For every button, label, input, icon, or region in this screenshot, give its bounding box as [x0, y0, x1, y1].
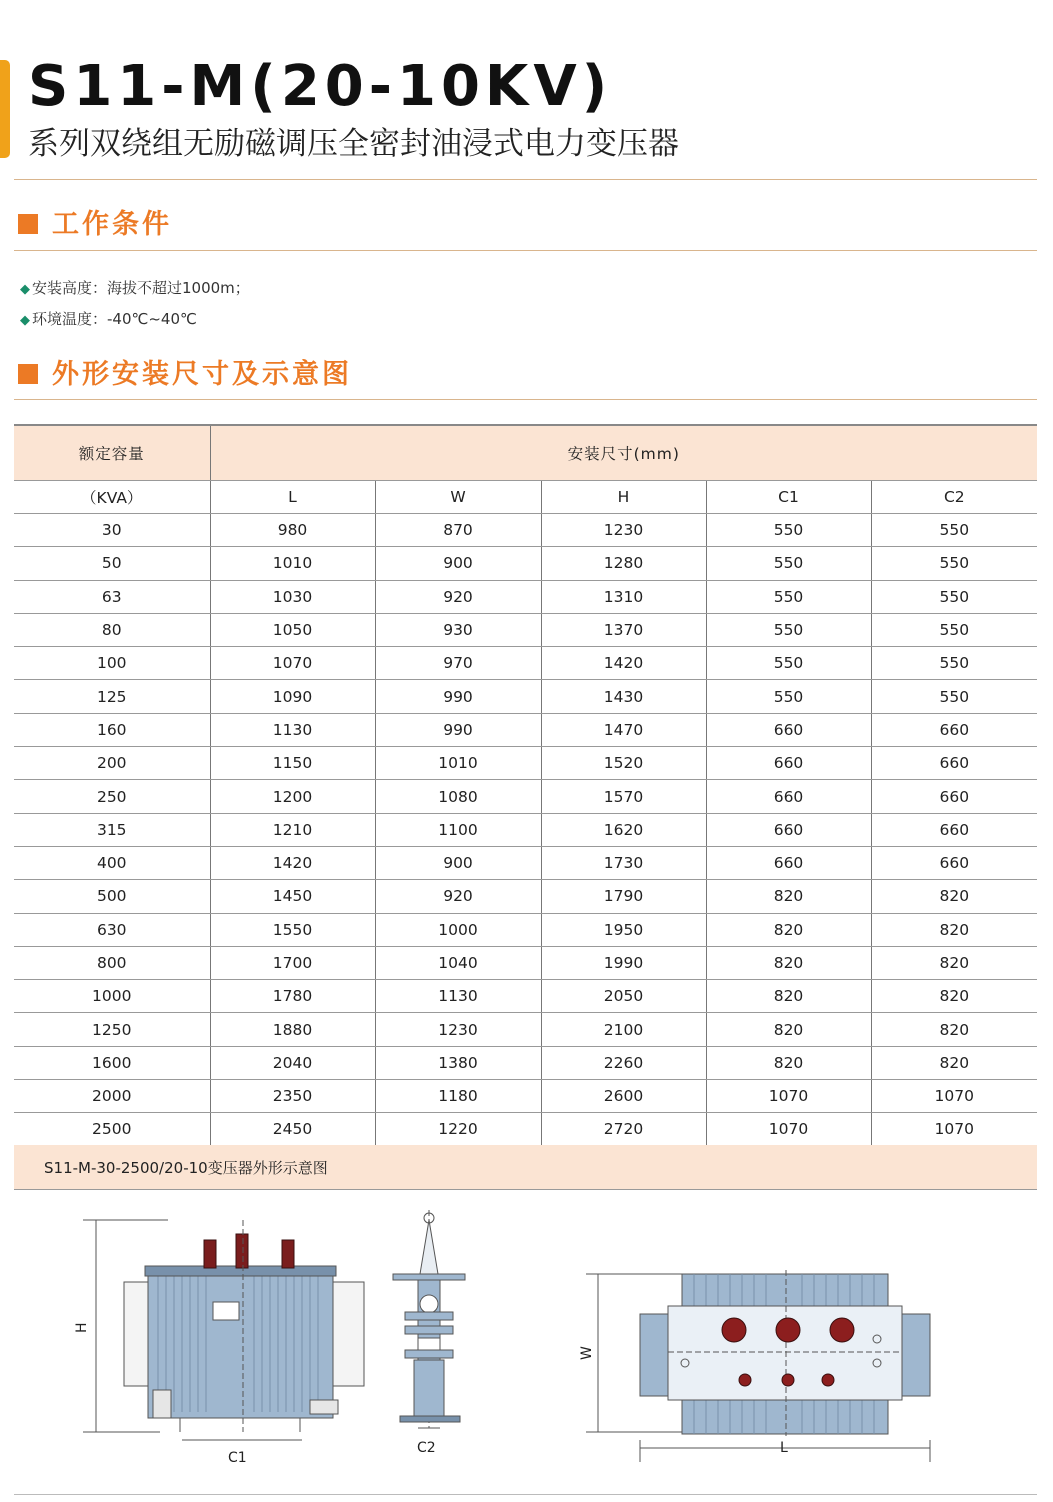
dimension-cell: 1180	[375, 1080, 541, 1113]
top-view-diagram	[579, 1270, 930, 1462]
size-header: 安装尺寸(mm)	[210, 425, 1037, 481]
condition-item	[20, 309, 197, 331]
condition-text: 安装高度：海拔不超过1000m；	[32, 279, 250, 297]
diagram-caption-bar	[14, 1145, 1037, 1190]
dimensions-table	[14, 424, 1037, 1147]
capacity-cell: 315	[14, 813, 210, 846]
unit-label: （KVA）	[14, 481, 210, 514]
dimension-cell: 970	[375, 647, 541, 680]
dimension-cell: 820	[871, 946, 1037, 979]
column-header: H	[541, 481, 706, 514]
dimension-cell: 660	[706, 713, 871, 746]
capacity-cell: 80	[14, 613, 210, 646]
dimension-cell: 1010	[210, 547, 375, 580]
table-row	[14, 813, 1037, 846]
dimension-cell: 820	[706, 980, 871, 1013]
dimension-cell: 1070	[871, 1113, 1037, 1146]
condition-text: 环境温度：-40℃~40℃	[32, 310, 197, 328]
dimension-cell: 1420	[210, 846, 375, 879]
capacity-cell: 160	[14, 713, 210, 746]
dimension-cell: 820	[706, 913, 871, 946]
capacity-cell: 30	[14, 514, 210, 547]
dimension-cell: 1730	[541, 846, 706, 879]
dimension-cell: 660	[871, 780, 1037, 813]
table-row	[14, 1046, 1037, 1079]
product-subtitle: 系列双绕组无励磁调压全密封油浸式电力变压器	[28, 126, 679, 162]
dimension-cell: 550	[706, 613, 871, 646]
dimension-cell: 1380	[375, 1046, 541, 1079]
section-title: 外形安装尺寸及示意图	[52, 359, 352, 390]
dimension-cell: 550	[871, 647, 1037, 680]
dimension-cell: 660	[706, 813, 871, 846]
table-row	[14, 514, 1037, 547]
dimension-cell: 660	[871, 747, 1037, 780]
c2-label: C2	[417, 1440, 436, 1456]
diamond-bullet-icon: ◆	[20, 313, 30, 328]
capacity-cell: 630	[14, 913, 210, 946]
section-divider	[14, 250, 1037, 251]
dimension-cell: 1090	[210, 680, 375, 713]
table-row	[14, 647, 1037, 680]
dimension-cell: 550	[706, 647, 871, 680]
dimension-cell: 1230	[375, 1013, 541, 1046]
dimension-cell: 1030	[210, 580, 375, 613]
column-header: C1	[706, 481, 871, 514]
dimension-cell: 1550	[210, 913, 375, 946]
condition-item	[20, 278, 250, 300]
table-row	[14, 1080, 1037, 1113]
dimension-cell: 820	[871, 880, 1037, 913]
table-row	[14, 980, 1037, 1013]
dimension-cell: 660	[706, 747, 871, 780]
dimension-cell: 1620	[541, 813, 706, 846]
dimension-cell: 660	[871, 846, 1037, 879]
dimension-cell: 550	[871, 580, 1037, 613]
dimension-cell: 1070	[210, 647, 375, 680]
dimension-cell: 820	[871, 1013, 1037, 1046]
dimension-cell: 1990	[541, 946, 706, 979]
dimension-cell: 1230	[541, 514, 706, 547]
dimension-cell: 1470	[541, 713, 706, 746]
dimension-cell: 980	[210, 514, 375, 547]
dimension-cell: 1570	[541, 780, 706, 813]
capacity-cell: 100	[14, 647, 210, 680]
dimension-cell: 1700	[210, 946, 375, 979]
dimension-cell: 820	[706, 1046, 871, 1079]
square-bullet-icon	[18, 214, 38, 234]
section-title: 工作条件	[52, 209, 172, 240]
dimension-cell: 1080	[375, 780, 541, 813]
dimension-cell: 2100	[541, 1013, 706, 1046]
dimension-cell: 2260	[541, 1046, 706, 1079]
capacity-cell: 1600	[14, 1046, 210, 1079]
dimension-cell: 990	[375, 680, 541, 713]
model-title: S11-M(20-10KV)	[28, 54, 613, 119]
dimension-cell: 550	[871, 680, 1037, 713]
dimension-cell: 1100	[375, 813, 541, 846]
dimension-cell: 900	[375, 547, 541, 580]
dimension-cell: 1210	[210, 813, 375, 846]
dimension-cell: 2040	[210, 1046, 375, 1079]
square-bullet-icon	[18, 364, 38, 384]
dimension-cell: 550	[706, 514, 871, 547]
dimension-cell: 820	[871, 1046, 1037, 1079]
diamond-bullet-icon: ◆	[20, 282, 30, 297]
capacity-cell: 2000	[14, 1080, 210, 1113]
capacity-cell: 50	[14, 547, 210, 580]
dimension-cell: 1520	[541, 747, 706, 780]
table-row	[14, 880, 1037, 913]
dimension-cell: 660	[706, 780, 871, 813]
table-row	[14, 747, 1037, 780]
capacity-cell: 1000	[14, 980, 210, 1013]
capacity-cell: 250	[14, 780, 210, 813]
table-row	[14, 1013, 1037, 1046]
capacity-cell: 200	[14, 747, 210, 780]
dimension-cell: 2350	[210, 1080, 375, 1113]
dimension-cell: 820	[706, 1013, 871, 1046]
table-row	[14, 613, 1037, 646]
dimension-cell: 930	[375, 613, 541, 646]
table-row	[14, 547, 1037, 580]
dimension-cell: 900	[375, 846, 541, 879]
dimension-cell: 2450	[210, 1113, 375, 1146]
capacity-cell: 2500	[14, 1113, 210, 1146]
front-view-diagram	[74, 1220, 364, 1466]
dimension-cell: 660	[706, 846, 871, 879]
column-header: W	[375, 481, 541, 514]
dimension-cell: 1310	[541, 580, 706, 613]
dimension-cell: 820	[871, 913, 1037, 946]
dimension-cell: 1040	[375, 946, 541, 979]
capacity-header: 额定容量	[14, 425, 210, 481]
dimension-cell: 660	[871, 813, 1037, 846]
capacity-cell: 500	[14, 880, 210, 913]
section-dimensions	[18, 358, 352, 392]
dimension-cell: 1950	[541, 913, 706, 946]
dimension-cell: 1790	[541, 880, 706, 913]
dimension-cell: 1070	[706, 1080, 871, 1113]
column-header: L	[210, 481, 375, 514]
header-divider	[14, 179, 1037, 180]
table-row	[14, 913, 1037, 946]
unit-row	[14, 481, 1037, 514]
dimension-cell: 2050	[541, 980, 706, 1013]
capacity-cell: 1250	[14, 1013, 210, 1046]
dimension-cell: 550	[706, 680, 871, 713]
capacity-cell: 400	[14, 846, 210, 879]
dimension-cell: 1070	[706, 1113, 871, 1146]
dimension-cell: 990	[375, 713, 541, 746]
table-row	[14, 680, 1037, 713]
dimension-cell: 2600	[541, 1080, 706, 1113]
dimension-cell: 550	[871, 514, 1037, 547]
dimension-cell: 1010	[375, 747, 541, 780]
table-row	[14, 1113, 1037, 1146]
dimension-cell: 1370	[541, 613, 706, 646]
table-row	[14, 713, 1037, 746]
dimension-cell: 1420	[541, 647, 706, 680]
dimension-cell: 920	[375, 580, 541, 613]
dimension-cell: 820	[706, 946, 871, 979]
dimension-cell: 1150	[210, 747, 375, 780]
footer-divider	[14, 1494, 1037, 1495]
dimension-cell: 550	[871, 547, 1037, 580]
dimension-cell: 1050	[210, 613, 375, 646]
dimension-cell: 920	[375, 880, 541, 913]
length-label: L	[780, 1440, 788, 1456]
title-accent-bar	[0, 60, 10, 158]
dimension-cell: 1200	[210, 780, 375, 813]
side-view-diagram	[393, 1210, 465, 1456]
dimension-cell: 1130	[375, 980, 541, 1013]
dimension-cell: 1780	[210, 980, 375, 1013]
section-working-conditions	[18, 208, 172, 242]
section-divider	[14, 399, 1037, 400]
table-row	[14, 780, 1037, 813]
dimension-cell: 550	[706, 580, 871, 613]
column-header: C2	[871, 481, 1037, 514]
dimension-cell: 550	[706, 547, 871, 580]
dimension-cell: 870	[375, 514, 541, 547]
dimension-cell: 1280	[541, 547, 706, 580]
dimension-cell: 1070	[871, 1080, 1037, 1113]
dimension-cell: 1000	[375, 913, 541, 946]
capacity-cell: 125	[14, 680, 210, 713]
dimension-cell: 1220	[375, 1113, 541, 1146]
table-row	[14, 946, 1037, 979]
dimension-cell: 550	[871, 613, 1037, 646]
transformer-diagrams	[0, 1200, 1053, 1490]
width-label: W	[579, 1346, 595, 1360]
dimension-cell: 1450	[210, 880, 375, 913]
dimension-cell: 820	[706, 880, 871, 913]
capacity-cell: 63	[14, 580, 210, 613]
dimension-cell: 2720	[541, 1113, 706, 1146]
dimension-cell: 820	[871, 980, 1037, 1013]
table-row	[14, 846, 1037, 879]
diagram-caption: S11-M-30-2500/20-10变压器外形示意图	[44, 1159, 328, 1177]
table-row	[14, 580, 1037, 613]
height-label: H	[74, 1322, 90, 1333]
dimension-cell: 1130	[210, 713, 375, 746]
dimension-cell: 1880	[210, 1013, 375, 1046]
dimension-cell: 660	[871, 713, 1037, 746]
c1-label: C1	[228, 1450, 247, 1466]
capacity-cell: 800	[14, 946, 210, 979]
dimension-cell: 1430	[541, 680, 706, 713]
